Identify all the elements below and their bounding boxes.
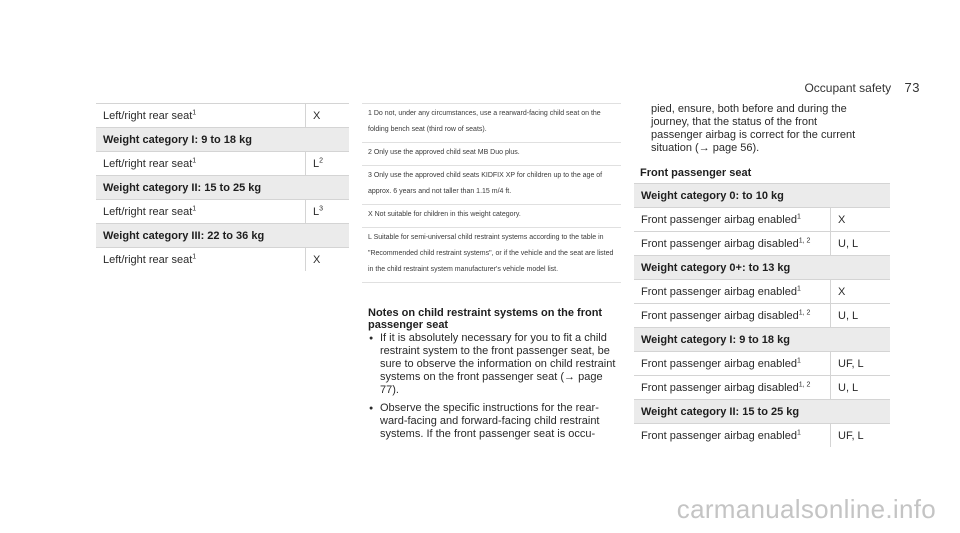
footnote-row [362,143,621,166]
footnote-ref: 1 [192,156,197,164]
seat-label-cell [96,104,306,128]
table-row [634,352,890,376]
table-row [634,232,890,256]
weight-category-label: Weight category I: 9 to 18 kg [634,328,890,352]
weight-category-label: Weight category II: 15 to 25 kg [96,176,349,200]
table-row [634,376,890,400]
value-footnote-ref: 2 [319,156,324,164]
suitability-cell [831,376,891,400]
footnote-ref: 1, 2 [798,308,811,316]
footnote-ref: 1 [192,252,197,260]
suitability-cell [831,208,891,232]
table-row [634,304,890,328]
weight-category-row [634,328,890,352]
seat-label: Left/right rear seat [103,109,193,122]
page-number: 73 [904,80,920,95]
footnote-ref: 1 [192,204,197,212]
footnotes-table [362,103,621,283]
notes-title: Notes on child restraint systems on the front passenger seat [368,307,603,331]
weight-category-label: Weight category I: 9 to 18 kg [96,128,349,152]
seat-label: Front passenger airbag disabled [641,381,799,394]
seat-label: Front passenger airbag disabled [641,309,799,322]
weight-category-label: Weight category 0: to 10 kg [634,184,890,208]
footnote-ref: 1 [796,284,801,292]
rear-seat-table [96,103,349,271]
footnote-text: 3 Only use the approved child seats KIDFIX XP for children up to the age of approx. 6 years and not taller than 1.15 m/4 ft. [362,166,621,205]
notes-list [368,332,624,441]
suitability-value: X [313,253,321,266]
seat-label-cell [96,152,306,176]
suitability-cell [306,104,350,128]
footnote-ref: 1, 2 [798,236,811,244]
footnote-text: L Suitable for semi-universal child restraint systems according to the table in "Recommended child restraint systems", or if the vehicle and the seat are listed in the child restraint system manufacturer's vehicle model list. [362,228,621,283]
value-footnote-ref: 3 [319,204,324,212]
seat-label: Front passenger airbag enabled [641,213,797,226]
weight-category-label: Weight category III: 22 to 36 kg [96,224,349,248]
footnote-ref: 1 [796,428,801,436]
table-row [634,424,890,448]
suitability-cell [831,352,891,376]
continuation-text: pied, ensure, both before and during the journey, that the status of the front passenger airbag is correct for the current situation (→ page 56). [651,103,856,154]
seat-label-cell [634,232,831,256]
table-row [96,248,349,272]
seat-label: Front passenger airbag enabled [641,429,797,442]
suitability-value: U, L [838,381,859,394]
footnote-text: 2 Only use the approved child seat MB Duo plus. [362,143,621,166]
table-row [96,152,349,176]
seat-label-cell [634,304,831,328]
seat-label: Front passenger airbag enabled [641,357,797,370]
suitability-value: X [313,109,321,122]
front-passenger-seat-title: Front passenger seat [640,167,752,179]
seat-label: Left/right rear seat [103,157,193,170]
footnote-text: X Not suitable for children in this weight category. [362,205,621,228]
suitability-value: L [313,205,320,218]
suitability-cell [831,424,891,448]
footnote-row [362,205,621,228]
seat-label: Left/right rear seat [103,253,193,266]
watermark: carmanualsonline.info [676,494,936,524]
table-row [96,200,349,224]
suitability-value: U, L [838,237,859,250]
suitability-cell [831,304,891,328]
weight-category-row [634,400,890,424]
footnote-row [362,166,621,205]
note-bullet: ● Observe the specific instructions for the rear-ward-facing and forward-facing child restraint systems. If the front passenger seat is occu- [368,402,624,441]
suitability-value: UF, L [838,429,864,442]
seat-label: Front passenger airbag disabled [641,237,799,250]
table-row [96,104,349,128]
table-row [634,208,890,232]
suitability-cell [831,280,891,304]
weight-category-row [96,224,349,248]
page-header [804,80,920,95]
weight-category-row [96,176,349,200]
front-passenger-table [634,183,890,447]
section-title: Occupant safety [804,81,892,95]
weight-category-label: Weight category II: 15 to 25 kg [634,400,890,424]
suitability-cell [306,152,350,176]
seat-label: Left/right rear seat [103,205,193,218]
note-bullet: ● If it is absolutely necessary for you to fit a child restraint system to the front passenger seat, be sure to observe the information on child restraint systems on the front passenger seat (→ page 77). [368,332,624,397]
seat-label-cell [634,424,831,448]
table-row [634,280,890,304]
footnote-ref: 1 [796,212,801,220]
weight-category-row [634,256,890,280]
footnote-ref: 1 [796,356,801,364]
suitability-value: X [838,285,846,298]
footnote-ref: 1, 2 [798,380,811,388]
notes-section [368,307,624,446]
suitability-cell [831,232,891,256]
seat-label-cell [634,208,831,232]
suitability-value: X [838,213,846,226]
footnote-row [362,228,621,283]
weight-category-row [96,128,349,152]
seat-label-cell [634,352,831,376]
seat-label-cell [634,280,831,304]
weight-category-label: Weight category 0+: to 13 kg [634,256,890,280]
seat-label-cell [634,376,831,400]
seat-label-cell [96,248,306,272]
footnote-text: 1 Do not, under any circumstances, use a rearward-facing child seat on the folding bench seat (third row of seats). [362,104,621,143]
suitability-cell [306,200,350,224]
suitability-value: U, L [838,309,859,322]
suitability-value: L [313,157,320,170]
seat-label-cell [96,200,306,224]
footnote-ref: 1 [192,108,197,116]
suitability-value: UF, L [838,357,864,370]
suitability-cell [306,248,350,272]
seat-label: Front passenger airbag enabled [641,285,797,298]
footnote-row [362,104,621,143]
weight-category-row [634,184,890,208]
